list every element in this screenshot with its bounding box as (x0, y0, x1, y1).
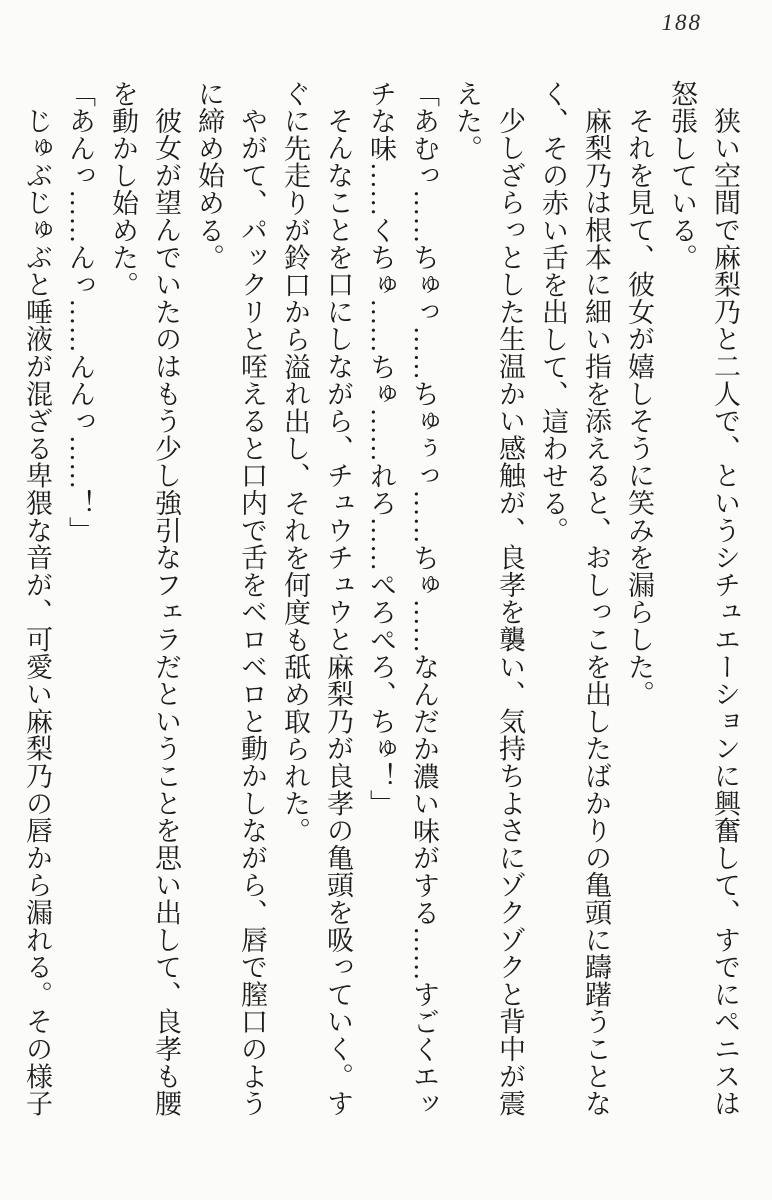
paragraph: やがて、パックリと咥えると口内で舌をベロベロと動かしながら、唇で膣口のように締め始める。 (194, 80, 267, 1118)
paragraph-dialogue: 「あむっ……ちゅっ……ちゅぅっ……ちゅ……なんだか濃い味がする……すごくエッチな味……くちゅ……ちゅ……れろ……ぺろぺろ、ちゅ！」 (366, 80, 439, 1118)
paragraph: それを見て、彼女が嬉しそうに笑みを漏らした。 (624, 107, 654, 708)
paragraph: 狭い空間で麻梨乃と二人で、というシチュエーションに興奮して、すでにペニスは怒張している。 (667, 80, 740, 1118)
page-number: 188 (661, 10, 702, 35)
paragraph: じゅぶじゅぶと唾液が混ざる卑猥な音が、可愛い麻梨乃の唇から漏れる。その様子 (22, 107, 52, 1118)
paragraph: 彼女が望んでいたのはもう少し強引なフェラだということを思い出して、良孝も腰を動かし始めた。 (108, 80, 181, 1118)
paragraph: 少しざらっとした生温かい感触が、良孝を襲い、気持ちよさにゾクゾクと背中が震えた。 (452, 80, 525, 1118)
text-block (15, 80, 746, 1130)
paragraph: そんなことを口にしながら、チュウチュウと麻梨乃が良孝の亀頭を吸っていく。すぐに先走りが鈴口から溢れ出し、それを何度も舐め取られた。 (280, 80, 353, 1118)
paragraph: 麻梨乃は根本に細い指を添えると、おしっこを出したばかりの亀頭に躊躇うことなく、その赤い舌を出して、這わせる。 (538, 80, 611, 1118)
paragraph-dialogue: 「あんっ……んっ……んんっ……！」 (65, 80, 95, 545)
